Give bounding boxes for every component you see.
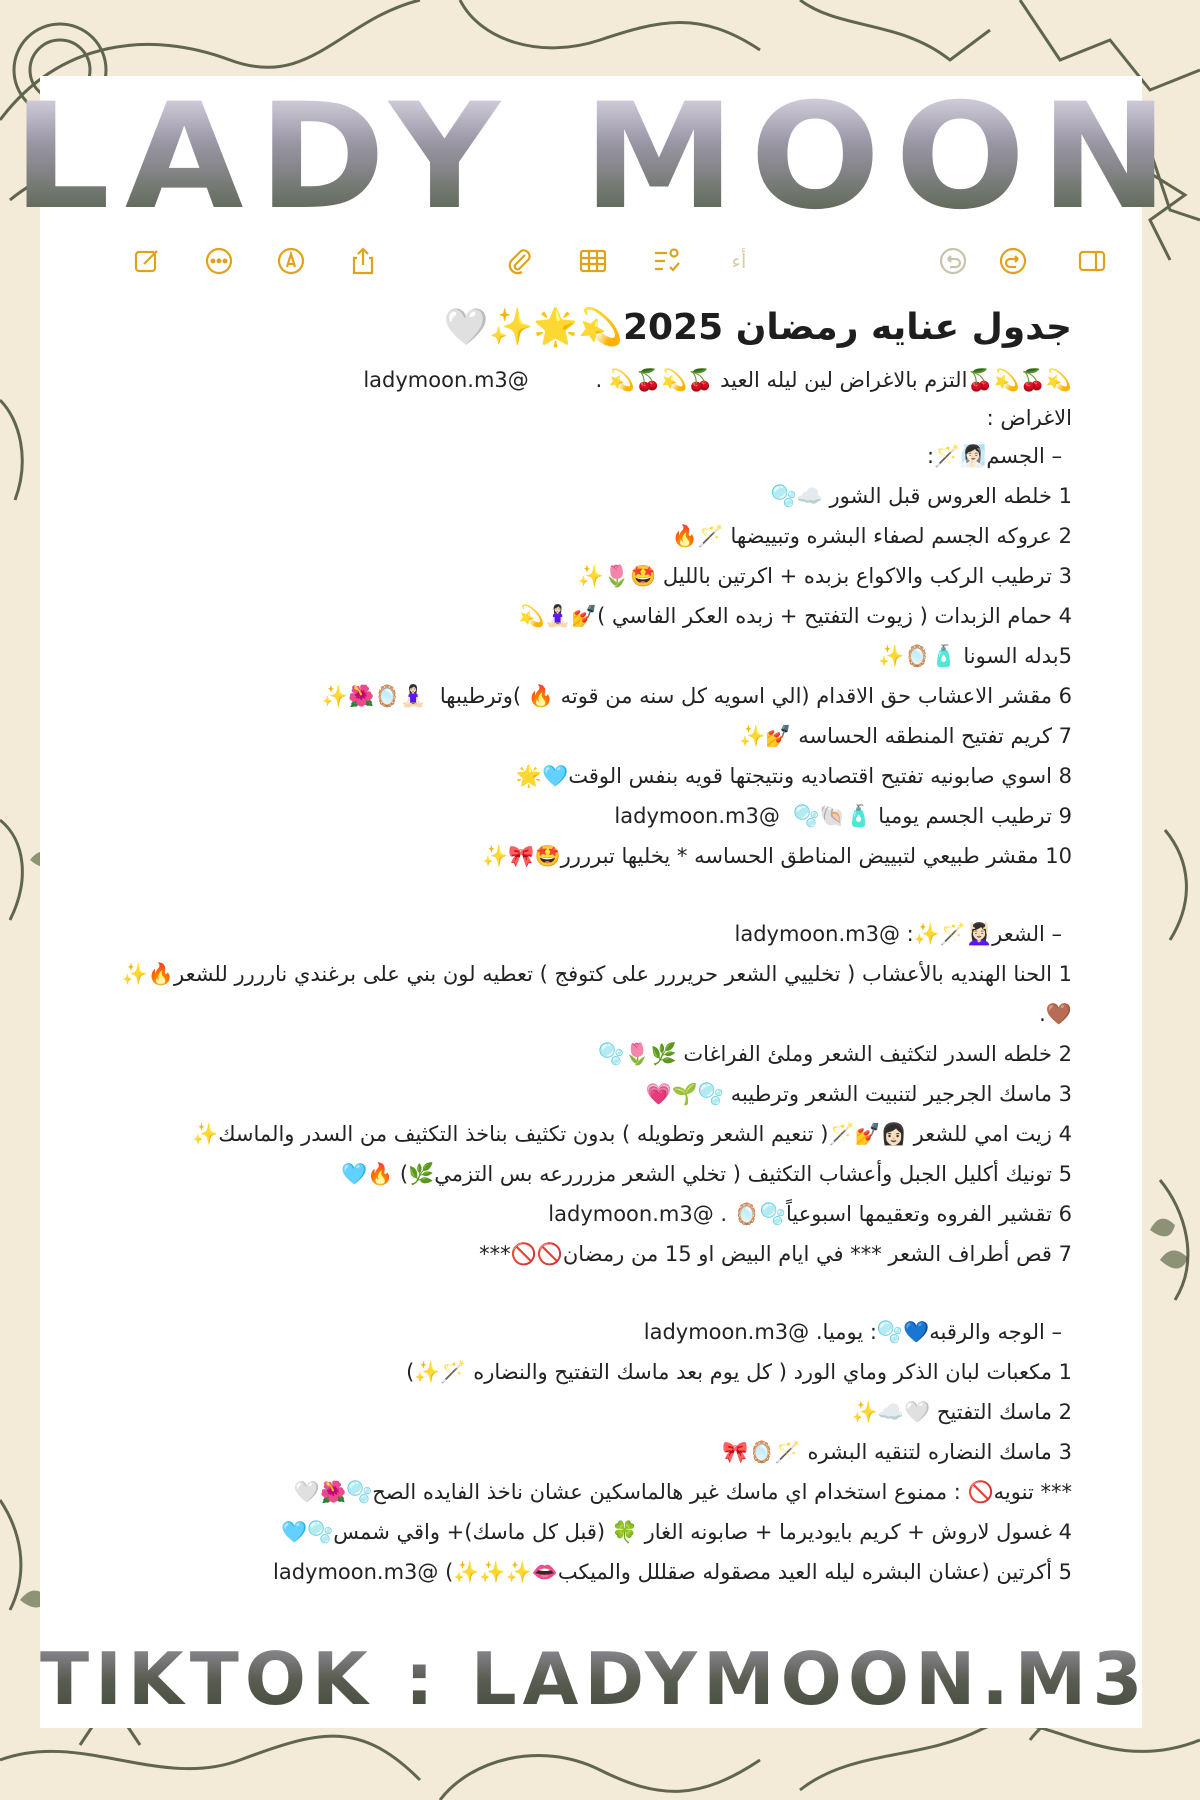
notes-toolbar	[80, 236, 1120, 286]
list-item: 5بدله السونا 🧴🪞✨	[878, 644, 1072, 668]
redo-icon[interactable]	[996, 244, 1030, 278]
brand-title: LADY MOON	[12, 72, 1184, 242]
items-label: الاغراض :	[986, 406, 1072, 430]
list-item: 1 الحنا الهنديه بالأعشاب ( تخلييي الشعر حريررر على كتوفج ) تعطيه لون بني على برغندي نارررر للشعر🔥✨🤎.	[121, 962, 1072, 1026]
list-item: 4 غسول لاروش + كريم بايوديرما + صابونه الغار 🍀 (قبل كل ماسك)+ واقي شمس🫧🩵	[280, 1520, 1072, 1544]
list-item: 6 تقشير الفروه وتعقيمها اسبوعياً🫧🪞 . @ladymoon.m3	[548, 1202, 1072, 1226]
table-icon[interactable]	[576, 244, 610, 278]
markup-icon[interactable]	[274, 244, 308, 278]
note-body[interactable]	[92, 290, 1072, 1592]
format-text-icon[interactable]: أء	[731, 249, 747, 273]
compose-icon[interactable]	[130, 244, 164, 278]
list-item: 5 تونيك أكليل الجبل وأعشاب التكثيف ( تخلي الشعر مزرررعه بس التزمي🌿) 🔥🩵	[340, 1162, 1072, 1186]
section-heading-face: – الوجه والرقبه💙🫧: يوميا. @ladymoon.m3	[643, 1320, 1062, 1344]
note-sheet	[12, 72, 1184, 1728]
section-heading-body: – الجسم🧖🏻‍♀️🪄:	[926, 444, 1062, 468]
list-item: 2 عروكه الجسم لصفاء البشره وتبييضها 🪄🔥	[671, 524, 1072, 548]
list-item: 1 خلطه العروس قبل الشور ☁️🫧	[770, 484, 1072, 508]
list-item: 4 زيت امي للشعر 👩🏻💅🪄( تنعيم الشعر وتطويله ) بدون تكثيف بناخذ التكثيف من السدر والماسك✨	[192, 1122, 1072, 1146]
list-item: 2 ماسك التفتيح 🤍☁️✨	[851, 1400, 1072, 1424]
checklist-icon[interactable]	[650, 244, 684, 278]
note-title: جدول عنايه رمضان 2025💫🌟✨🤍	[443, 307, 1072, 348]
list-item: 2 خلطه السدر لتكثيف الشعر وملئ الفراغات 🌿🌷🫧	[598, 1042, 1072, 1066]
notice-line: *** تنويه🚫 : ممنوع استخدام اي ماسك غير هالماسكين عشان ناخذ الفايده الصح🫧🌺🤍	[293, 1480, 1072, 1504]
spacer	[92, 876, 1072, 914]
list-item: 3 ماسك الجرجير لتنبيت الشعر وترطيبه 🫧🌱💗	[645, 1082, 1072, 1106]
list-item: 7 قص أطراف الشعر *** في ايام البيض او 15 من رمضان🚫🚫***	[479, 1242, 1072, 1266]
list-item: 4 حمام الزبدات ( زيوت التفتيح + زبده العكر الفاسي )💅🧘🏻‍♀️💫	[518, 604, 1072, 628]
list-item: 6 مقشر الاعشاب حق الاقدام (الي اسويه كل سنه من قوته 🔥 )وترطيبها 🧘🏻‍♀️🪞🌺✨	[321, 684, 1072, 708]
tiktok-handle: TIKTOK : LADYMOON.M3	[40, 1637, 1149, 1721]
spacer	[92, 1274, 1072, 1312]
list-item: 8 اسوي صابونيه تفتيح اقتصاديه ونتيجتها قويه بنفس الوقت🩵🌟	[515, 764, 1072, 788]
more-icon[interactable]	[202, 244, 236, 278]
share-icon[interactable]	[346, 244, 380, 278]
list-item: 3 ماسك النضاره لتنقيه البشره 🪄🪞🎀	[722, 1440, 1072, 1464]
attachment-icon[interactable]	[502, 244, 536, 278]
list-item: 5 أكرتين (عشان البشره ليله العيد مصقوله صقللل والميكب👄✨✨✨) @ladymoon.m3	[272, 1560, 1072, 1584]
list-item: 3 ترطيب الركب والاكواع بزبده + اكرتين بالليل 🤩🌷✨	[577, 564, 1072, 588]
list-item: 10 مقشر طبيعي لتبييض المناطق الحساسه * يخليها تبرررر🤩🎀✨	[482, 844, 1072, 868]
sidebar-icon[interactable]	[1075, 244, 1109, 278]
undo-icon[interactable]	[936, 244, 970, 278]
list-item: 7 كريم تفتيح المنطقه الحساسه 💅✨	[739, 724, 1072, 748]
intro-line: 💫🍒💫🍒التزم بالاغراض لين ليله العيد 🍒💫🍒💫 . @ladymoon.m3	[363, 368, 1072, 392]
section-heading-hair: – الشعر💆🏻‍♀️🪄✨: @ladymoon.m3	[734, 922, 1062, 946]
list-item: 1 مكعبات لبان الذكر وماي الورد ( كل يوم بعد ماسك التفتيح والنضاره 🪄✨)	[406, 1360, 1072, 1384]
list-item: 9 ترطيب الجسم يوميا 🧴🐚🫧 @ladymoon.m3	[614, 804, 1072, 828]
